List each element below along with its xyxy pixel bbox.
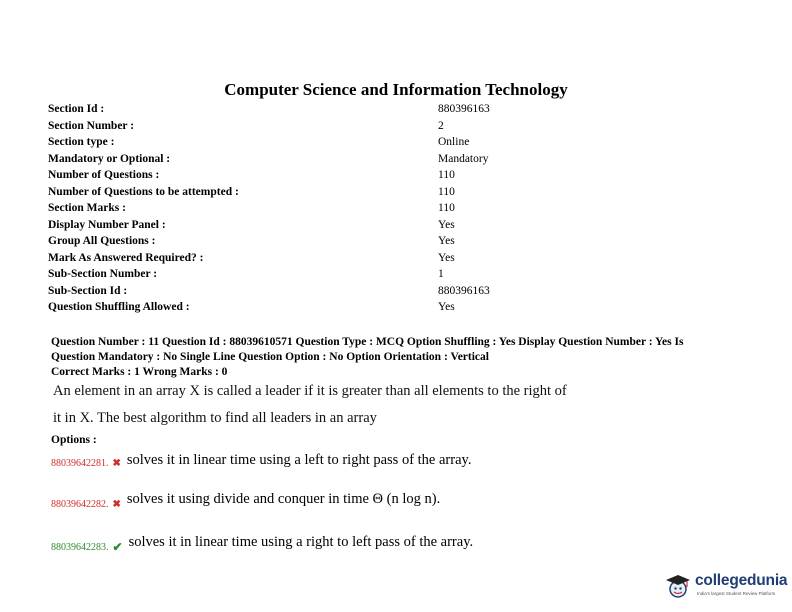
options-label: Options : bbox=[51, 434, 97, 446]
question-meta-line: Question Number : 11 Question Id : 88039610571 Question Type : MCQ Option Shuffling : Yes Display Question Number : Yes Is bbox=[51, 336, 684, 348]
info-row bbox=[48, 250, 608, 267]
info-value: 110 bbox=[438, 169, 455, 181]
option-id: 88039642283. bbox=[51, 541, 109, 553]
info-row bbox=[48, 233, 608, 250]
info-value: 110 bbox=[438, 185, 455, 198]
info-key: Section Number : bbox=[48, 119, 135, 132]
option-text: solves it in linear time using a left to right pass of the array. bbox=[126, 451, 472, 468]
info-key: Group All Questions : bbox=[48, 235, 156, 247]
info-key: Number of Questions : bbox=[48, 169, 160, 181]
section-info-table bbox=[48, 101, 608, 316]
question-marks: Correct Marks : 1 Wrong Marks : 0 bbox=[51, 366, 228, 378]
info-key: Number of Questions to be attempted : bbox=[48, 185, 239, 198]
info-row bbox=[48, 217, 608, 234]
option-text: solves it in linear time using a right to left pass of the array. bbox=[128, 533, 474, 550]
wrong-cross-icon: ✖ bbox=[112, 457, 121, 469]
correct-check-icon: ✔ bbox=[112, 539, 123, 554]
option-item[interactable] bbox=[51, 451, 472, 478]
brand-tagline: India's largest Student Review Platform bbox=[697, 591, 776, 596]
question-meta bbox=[51, 335, 731, 380]
question-text-line: An element in an array X is called a leader if it is greater than all elements to the right of bbox=[53, 383, 567, 399]
info-value: 1 bbox=[438, 268, 444, 280]
info-value: Yes bbox=[438, 301, 455, 313]
info-key: Section Marks : bbox=[48, 202, 126, 214]
info-key: Mandatory or Optional : bbox=[48, 152, 171, 165]
info-value: Yes bbox=[438, 218, 455, 231]
info-value: Mandatory bbox=[438, 152, 489, 165]
info-value: Yes bbox=[438, 251, 455, 264]
info-value: 880396163 bbox=[438, 103, 490, 115]
info-key: Sub-Section Number : bbox=[48, 268, 158, 280]
question-meta-line: Question Mandatory : No Single Line Question Option : No Option Orientation : Vertical bbox=[51, 351, 489, 363]
info-row bbox=[48, 200, 608, 217]
info-value: Yes bbox=[438, 235, 455, 247]
info-row bbox=[48, 283, 608, 300]
info-value: 110 bbox=[438, 202, 455, 214]
info-row bbox=[48, 151, 608, 168]
info-row bbox=[48, 167, 608, 184]
info-key: Section type : bbox=[48, 136, 115, 148]
graduation-cap-logo-icon bbox=[664, 572, 692, 600]
page-title: Computer Science and Information Technology bbox=[224, 80, 568, 99]
collegedunia-brand bbox=[664, 570, 788, 604]
info-row bbox=[48, 101, 608, 118]
info-key: Mark As Answered Required? : bbox=[48, 251, 204, 264]
info-value: 2 bbox=[438, 119, 444, 132]
wrong-cross-icon: ✖ bbox=[112, 498, 121, 510]
info-value: Online bbox=[438, 136, 470, 148]
info-key: Question Shuffling Allowed : bbox=[48, 301, 190, 313]
question-text-line: it in X. The best algorithm to find all leaders in an array bbox=[53, 410, 377, 426]
info-key: Section Id : bbox=[48, 103, 105, 115]
info-row bbox=[48, 266, 608, 283]
info-row bbox=[48, 118, 608, 135]
info-row bbox=[48, 184, 608, 201]
info-key: Display Number Panel : bbox=[48, 218, 166, 231]
option-text: solves it using divide and conquer in time Θ (n log n). bbox=[126, 490, 441, 507]
option-item[interactable] bbox=[51, 490, 441, 519]
brand-name: collegedunia bbox=[695, 572, 788, 589]
option-id: 88039642282. bbox=[51, 498, 109, 510]
info-row bbox=[48, 299, 608, 316]
info-value: 880396163 bbox=[438, 284, 490, 297]
option-id: 88039642281. bbox=[51, 457, 109, 469]
option-item[interactable] bbox=[51, 533, 474, 562]
info-row bbox=[48, 134, 608, 151]
info-key: Sub-Section Id : bbox=[48, 284, 128, 297]
